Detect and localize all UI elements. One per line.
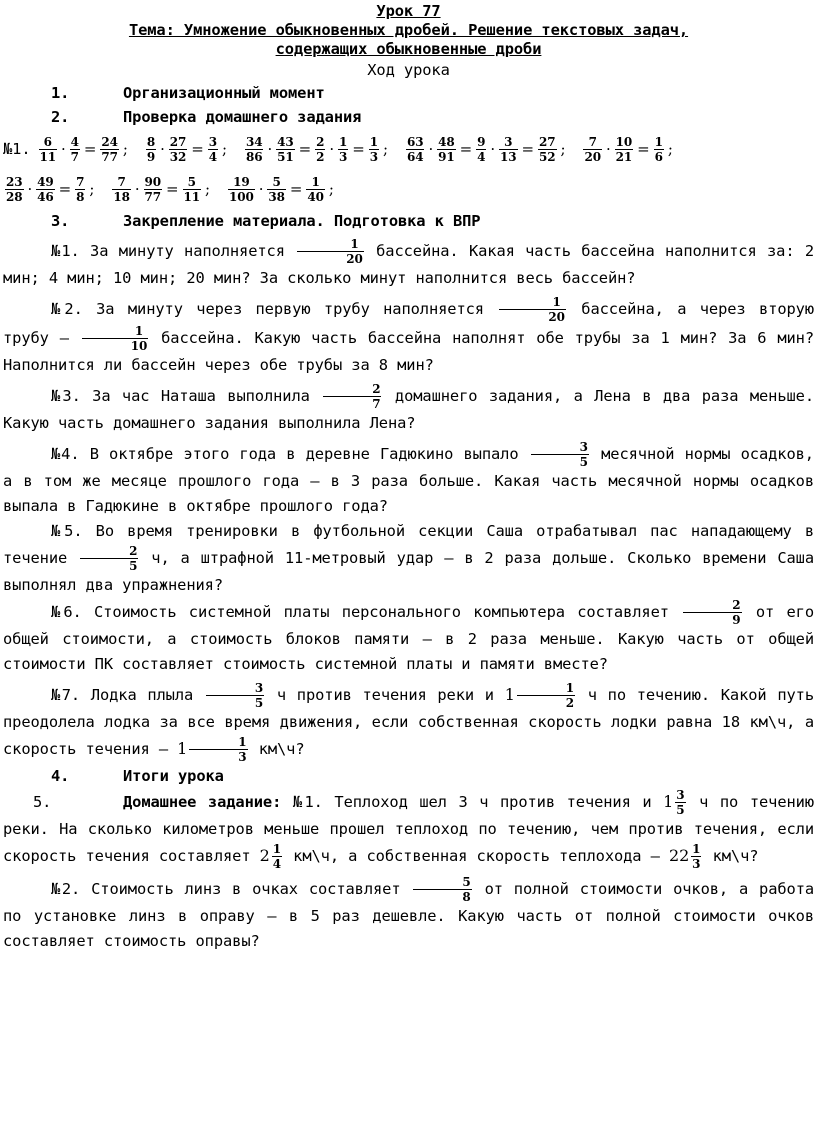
numerator: 1 xyxy=(565,681,575,695)
denominator: 38 xyxy=(268,189,285,204)
denominator: 5 xyxy=(206,695,264,710)
mixed-number-whole: 1 xyxy=(177,739,188,758)
denominator: 5 xyxy=(676,803,685,817)
times-sign: · xyxy=(160,140,165,158)
fraction xyxy=(39,135,58,164)
fraction xyxy=(228,175,255,204)
equation xyxy=(226,175,336,204)
numerator: 63 xyxy=(406,134,424,149)
homework-task-1: 5. Домашнее задание: №1. Теплоход шел 3 ч против течения и 1 $\frac{3}{5}$ ч по течению реки. На сколько километров меньше прошел теплоход по течению, чем против течения, если скорость течения составляет 2 $\frac{1}{4}$ км\ч, а собственная скорость теплохода – 22 $\frac{1}{3}$ км\ч? xyxy=(3,788,814,871)
section-title: Организационный момент xyxy=(123,84,325,102)
denominator: 64 xyxy=(406,149,424,164)
denominator: 2 xyxy=(316,149,325,164)
semicolon: ; xyxy=(383,140,388,158)
fraction xyxy=(276,135,295,164)
numerator: 48 xyxy=(438,134,455,149)
equals-sign: = xyxy=(289,180,303,198)
section-heading xyxy=(3,105,814,129)
denominator: 4 xyxy=(477,149,486,164)
times-sign: · xyxy=(258,180,264,198)
equation xyxy=(243,135,390,164)
numerator: 1 xyxy=(134,324,144,338)
denominator: 100 xyxy=(228,189,254,204)
numerator: 8 xyxy=(146,134,156,149)
denominator: 21 xyxy=(615,149,633,164)
numerator: 1 xyxy=(339,134,348,149)
fraction xyxy=(75,175,85,204)
denominator: 20 xyxy=(584,149,601,164)
fraction xyxy=(654,135,664,164)
numerator: 5 xyxy=(272,174,281,189)
numerator: 1 xyxy=(369,134,378,149)
times-sign: · xyxy=(134,180,140,198)
numerator: 1 xyxy=(350,237,359,251)
numerator: 3 xyxy=(254,681,264,695)
numerator: 1 xyxy=(654,134,663,149)
fraction xyxy=(189,735,247,764)
numerator: 90 xyxy=(144,174,162,189)
denominator: 20 xyxy=(297,251,364,266)
fraction xyxy=(437,135,456,164)
denominator: 2 xyxy=(517,695,575,710)
problem-6: №6. Стоимость системной платы персонального компьютера составляет $\frac{2}{9}$ от его общей стоимости, а стоимость блоков памяти – в 2 раза меньше. Какую часть от общей стоимости ПК составляет стоимость системной платы и памяти вместе? xyxy=(3,598,814,673)
semicolon: ; xyxy=(122,140,128,158)
times-sign: · xyxy=(428,140,434,158)
equation xyxy=(144,135,229,164)
section-title: Закрепление материала. Подготовка к ВПР xyxy=(123,212,481,230)
fraction xyxy=(406,135,425,164)
fraction xyxy=(206,681,264,710)
numerator: 34 xyxy=(245,134,263,149)
numerator: 7 xyxy=(588,134,597,149)
numerator: 5 xyxy=(462,875,471,889)
denominator: 32 xyxy=(169,149,187,164)
equation xyxy=(110,175,212,204)
times-sign: · xyxy=(27,180,33,198)
numerator: 3 xyxy=(579,440,588,454)
fraction xyxy=(517,681,575,710)
denominator: 4 xyxy=(208,149,217,164)
denominator: 9 xyxy=(146,149,156,164)
numerator: 3 xyxy=(676,788,685,802)
times-sign: · xyxy=(61,140,66,158)
denominator: 77 xyxy=(144,189,162,204)
fraction xyxy=(476,135,486,164)
equation xyxy=(581,135,674,164)
fraction xyxy=(583,135,602,164)
denominator: 7 xyxy=(323,396,381,411)
numerator: 23 xyxy=(6,174,23,189)
times-sign: · xyxy=(267,140,273,158)
fraction xyxy=(82,324,149,353)
denominator: 3 xyxy=(339,149,348,164)
lesson-title: Урок 77 xyxy=(376,2,441,20)
fraction xyxy=(306,175,325,204)
times-sign: · xyxy=(329,140,335,158)
homework-task-2: №2. Стоимость линз в очках составляет $\frac{5}{8}$ от полной стоимости очков, а работа по установке линз в оправу – в 5 раз дешевле. Какую часть от полной стоимости очков составляет стоимость оправы? xyxy=(3,875,815,950)
section-title: Итоги урока xyxy=(123,767,224,785)
numerator: 27 xyxy=(169,134,187,149)
topic-line-1: Тема: Умножение обыкновенных дробей. Решение текстовых задач, xyxy=(128,21,689,39)
numerator: 2 xyxy=(732,598,741,612)
numerator: 1 xyxy=(238,735,247,749)
fraction xyxy=(112,175,131,204)
semicolon: ; xyxy=(328,180,334,198)
problem-7: №7. Лодка плыла $\frac{3}{5}$ ч против течения реки и 1 $\frac{1}{2}$ ч по течению. Какой путь преодолела лодка за все время движения, если собственная скорость лодки равна 18 км\ч, а скорость течения – 1 $\frac{1}{3}$ км\ч? xyxy=(3,681,814,764)
times-sign: · xyxy=(490,140,496,158)
denominator: 51 xyxy=(277,149,294,164)
fraction xyxy=(146,135,156,164)
equals-sign: = xyxy=(298,140,312,158)
denominator: 86 xyxy=(245,149,263,164)
denominator: 46 xyxy=(37,189,54,204)
fraction xyxy=(683,598,741,627)
section-number: 3. xyxy=(51,212,70,230)
numerator: 1 xyxy=(311,174,320,189)
fraction xyxy=(538,135,557,164)
equals-sign: = xyxy=(521,140,534,158)
fraction xyxy=(267,175,286,204)
section-number: 2. xyxy=(51,108,70,126)
equals-sign: = xyxy=(166,180,179,198)
semicolon: ; xyxy=(222,140,227,158)
numerator: 3 xyxy=(504,134,513,149)
fraction xyxy=(245,135,264,164)
section-number: 1. xyxy=(51,84,70,102)
fraction xyxy=(5,175,24,204)
homework-check-line-2 xyxy=(3,169,814,209)
homework-label: Домашнее задание: xyxy=(123,793,282,811)
problem-2: №2. За минуту через первую трубу наполняется $\frac{1}{20}$ бассейна, а через вторую трубу – $\frac{1}{10}$ бассейна. Какую часть бассейна наполнят обе трубы за 1 мин? За 6 мин? Наполнится ли бассейн через обе трубы за 8 мин? xyxy=(3,295,815,374)
numerator: 49 xyxy=(37,174,54,189)
section-title: Проверка домашнего задания xyxy=(123,108,362,126)
problem-1: №1. За минуту наполняется $\frac{1}{20}$ бассейна. Какая часть бассейна наполнится за: 2 мин; 4 мин; 10 мин; 20 мин? За сколько минут наполнится весь бассейн? xyxy=(3,237,815,287)
denominator: 3 xyxy=(369,149,378,164)
denominator: 28 xyxy=(6,189,23,204)
equation xyxy=(3,175,96,204)
equals-sign: = xyxy=(637,140,650,158)
numerator: 7 xyxy=(76,174,85,189)
fraction xyxy=(691,842,701,871)
fraction xyxy=(208,135,218,164)
equals-sign: = xyxy=(459,140,473,158)
denominator: 11 xyxy=(39,149,56,164)
problem-4: №4. В октябре этого года в деревне Гадюкино выпало $\frac{3}{5}$ месячной нормы осадков, а в том же месяце прошлого года – в 3 раза больше. Какая часть месячной нормы осадков выпала в Гадюкине в октябре прошлого года? xyxy=(3,440,814,515)
section-heading xyxy=(3,209,814,233)
numerator: 1 xyxy=(272,842,281,856)
denominator: 52 xyxy=(539,149,556,164)
denominator: 8 xyxy=(76,189,85,204)
mixed-number-whole: 2 xyxy=(259,846,270,865)
denominator: 3 xyxy=(189,749,247,764)
equals-sign: = xyxy=(352,140,365,158)
numerator: 6 xyxy=(43,134,52,149)
numerator: 2 xyxy=(372,382,381,396)
mixed-number-whole: 1 xyxy=(504,685,515,704)
mixed-number-whole: 1 xyxy=(663,792,674,811)
fraction xyxy=(675,788,685,817)
denominator: 40 xyxy=(307,189,324,204)
denominator: 10 xyxy=(82,338,149,353)
numerator: 19 xyxy=(233,174,250,189)
numerator: 1 xyxy=(552,295,561,309)
numerator: 7 xyxy=(117,174,126,189)
fraction xyxy=(183,175,202,204)
denominator: 6 xyxy=(654,149,663,164)
fraction xyxy=(272,842,282,871)
fraction xyxy=(369,135,379,164)
fraction xyxy=(615,135,634,164)
denominator: 4 xyxy=(272,857,281,871)
denominator: 3 xyxy=(692,857,701,871)
topic-line-2: содержащих обыкновенные дроби xyxy=(275,40,542,58)
times-sign: · xyxy=(605,140,611,158)
numerator: 27 xyxy=(539,134,556,149)
denominator: 5 xyxy=(531,454,589,469)
denominator: 77 xyxy=(101,149,118,164)
semicolon: ; xyxy=(89,180,95,198)
fraction xyxy=(413,875,471,904)
course-heading: Ход урока xyxy=(367,61,450,79)
equals-sign: = xyxy=(58,180,72,198)
problem-5: №5. Во время тренировки в футбольной секции Саша отрабатывал пас нападающему в течение $\frac{2}{5}$ ч, а штрафной 11-метровый удар – в 2 раза дольше. Сколько времени Саша выполнял два упражнения? xyxy=(3,522,815,594)
fraction xyxy=(338,135,348,164)
fraction xyxy=(144,175,163,204)
homework-check-line-1 xyxy=(3,129,814,169)
section-number: 4. xyxy=(51,767,70,785)
mixed-number-whole: 22 xyxy=(668,846,690,865)
semicolon: ; xyxy=(205,180,210,198)
fraction xyxy=(499,295,566,324)
fraction xyxy=(36,175,55,204)
numerator: 2 xyxy=(129,544,138,558)
homework-number: 5. xyxy=(33,793,52,811)
fraction xyxy=(169,135,188,164)
numerator: 9 xyxy=(477,134,486,149)
denominator: 18 xyxy=(113,189,130,204)
equation xyxy=(404,135,568,164)
fraction xyxy=(315,135,325,164)
numerator: 1 xyxy=(692,842,701,856)
fraction xyxy=(531,440,589,469)
fraction xyxy=(80,544,138,573)
fraction xyxy=(499,135,518,164)
denominator: 8 xyxy=(413,889,471,904)
denominator: 5 xyxy=(80,558,138,573)
numerator: 24 xyxy=(101,134,118,149)
numerator: 2 xyxy=(316,134,325,149)
fraction xyxy=(323,382,381,411)
fraction xyxy=(100,135,119,164)
denominator: 13 xyxy=(500,149,517,164)
equation xyxy=(37,135,130,164)
semicolon: ; xyxy=(667,140,673,158)
numerator: 43 xyxy=(277,134,294,149)
numerator: 5 xyxy=(187,174,196,189)
numerator: 3 xyxy=(208,134,217,149)
section-heading xyxy=(3,764,814,788)
equals-sign: = xyxy=(191,140,204,158)
denominator: 9 xyxy=(683,612,741,627)
denominator: 91 xyxy=(438,149,455,164)
fraction xyxy=(70,135,80,164)
denominator: 11 xyxy=(183,189,200,204)
numerator: 10 xyxy=(615,134,633,149)
numerator: 4 xyxy=(70,134,79,149)
homework-check-label: №1. xyxy=(3,140,31,158)
problem-3: №3. За час Наташа выполнила $\frac{2}{7}$ домашнего задания, а Лена в два раза меньше. Какую часть домашнего задания выполнила Лена? xyxy=(3,382,815,432)
denominator: 7 xyxy=(70,149,79,164)
equals-sign: = xyxy=(83,140,97,158)
section-heading xyxy=(3,81,814,105)
fraction xyxy=(297,237,364,266)
semicolon: ; xyxy=(560,140,566,158)
denominator: 20 xyxy=(499,309,566,324)
